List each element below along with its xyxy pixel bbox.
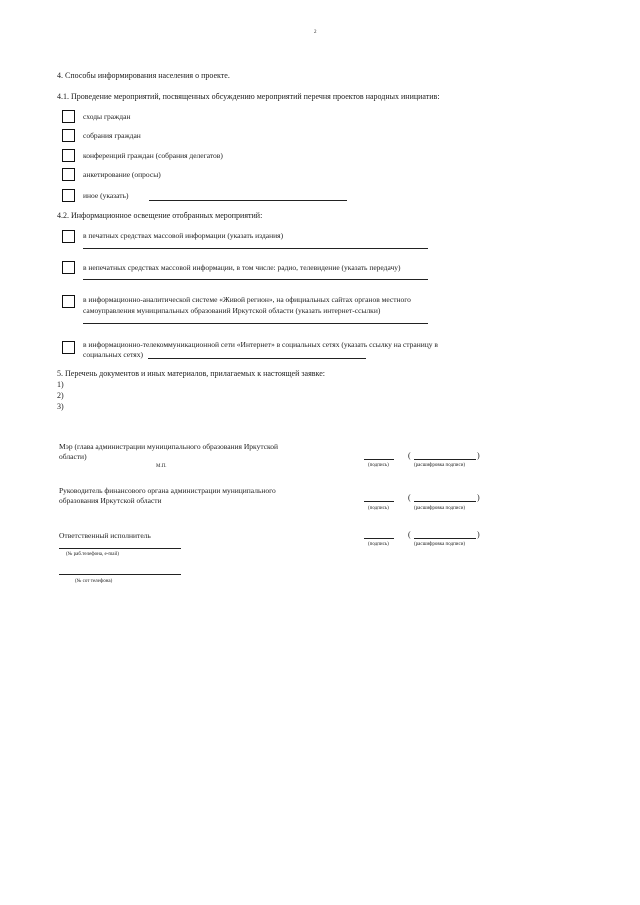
checkbox-nonprint-media[interactable] [62,261,75,274]
executor-decode-line[interactable] [414,538,476,539]
option-label: в непечатных средствах массовой информации, в том числе: радио, телевидение (указать передачу) [83,263,401,272]
signature-caption: (подпись) [368,542,389,547]
fill-line-internet[interactable] [148,358,366,359]
fill-line-print-media[interactable] [83,248,428,249]
page-number: 2 [314,30,317,35]
fill-line-nonprint-media[interactable] [83,279,428,280]
checkbox-print-media[interactable] [62,230,75,243]
paren-open: ( [408,493,411,502]
paren-open: ( [408,530,411,539]
option-label-line2: самоуправления муниципальных образований Иркутской области (указать интернет-ссылки) [83,306,381,315]
checkbox-anketirovanie[interactable] [62,168,75,181]
attachment-item: 1) [57,380,64,389]
mayor-title-line2: области) [59,452,87,461]
finance-title-line2: образования Иркутской области [59,496,162,505]
mobile-phone-caption: (№ сот телефона) [75,579,113,584]
mayor-decode-line[interactable] [414,459,476,460]
checkbox-inoe[interactable] [62,189,75,202]
finance-signature-line[interactable] [364,501,394,502]
work-phone-line[interactable] [59,548,181,549]
executor-signature-line[interactable] [364,538,394,539]
attachment-item: 2) [57,391,64,400]
checkbox-internet[interactable] [62,341,75,354]
paren-close: ) [477,451,480,460]
signature-caption: (подпись) [368,463,389,468]
option-label: сходы граждан [83,112,131,121]
paren-close: ) [477,530,480,539]
section-5-heading: 5. Перечень документов и иных материалов, прилагаемых к настоящей заявке: [57,369,326,378]
option-label-line1: в информационно-телекоммуникационной сети «Интернет» в социальных сетях (указать ссылку на страницу в [83,340,438,349]
section-4-2-heading: 4.2. Информационное освещение отобранных мероприятий: [57,211,263,220]
option-label: конференций граждан (собрания делегатов) [83,151,223,160]
decode-caption: (расшифровка подписи) [414,542,466,547]
stamp-mark: М.П. [156,464,167,469]
checkbox-skhody[interactable] [62,110,75,123]
checkbox-sobraniya[interactable] [62,129,75,142]
signature-caption: (подпись) [368,506,389,511]
attachment-item: 3) [57,402,64,411]
mobile-phone-line[interactable] [59,574,181,575]
finance-decode-line[interactable] [414,501,476,502]
option-label: собрания граждан [83,131,141,140]
option-label-line2: социальных сетях) [83,350,143,359]
paren-open: ( [408,451,411,460]
section-4-heading: 4. Способы информирования населения о проекте. [57,71,230,80]
option-label: иное (указать) [83,191,129,200]
paren-close: ) [477,493,480,502]
option-label: анкетирование (опросы) [83,170,161,179]
fill-line-inoe[interactable] [149,200,347,201]
option-label-line1: в информационно-аналитической системе «Живой регион», на официальных сайтах органов местного [83,295,411,304]
fill-line-zhivoy-region[interactable] [83,323,428,324]
mayor-title-line1: Мэр (глава администрации муниципального образования Иркутской [59,442,279,451]
work-phone-caption: (№ раб.телефона, e-mail) [66,552,119,557]
mayor-signature-line[interactable] [364,459,394,460]
executor-title: Ответственный исполнитель [59,531,151,540]
decode-caption: (расшифровка подписи) [414,506,466,511]
finance-title-line1: Руководитель финансового органа администрации муниципального [59,486,276,495]
section-4-1-heading: 4.1. Проведение мероприятий, посвященных обсуждению мероприятий перечня проектов народных инициатив: [57,92,440,101]
decode-caption: (расшифровка подписи) [414,463,466,468]
checkbox-konferentsii[interactable] [62,149,75,162]
option-label: в печатных средствах массовой информации (указать издания) [83,231,284,240]
checkbox-zhivoy-region[interactable] [62,295,75,308]
